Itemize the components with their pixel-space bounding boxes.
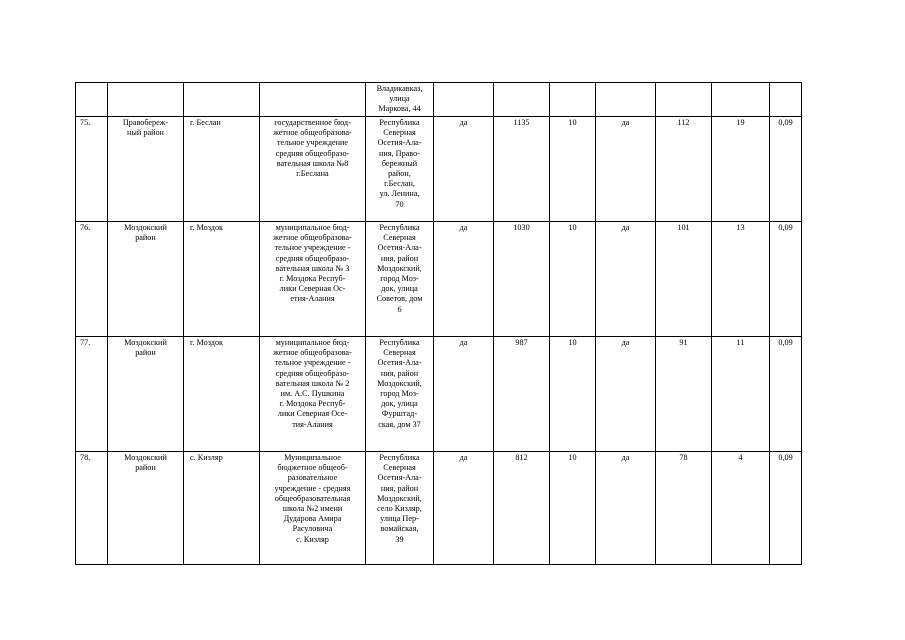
cell-district xyxy=(108,117,184,222)
cell-district-line: район xyxy=(135,233,156,243)
cell-address-line: ния, Право- xyxy=(379,148,420,158)
cell-address-line: Моздокский, xyxy=(377,263,422,273)
cell-school-line: вательная школа №8 xyxy=(276,158,349,168)
cell-school xyxy=(260,83,366,117)
table-row-continuation xyxy=(76,83,802,117)
cell-c10: 112 xyxy=(656,117,712,222)
cell-address xyxy=(366,117,434,222)
cell-address-line: город Моз- xyxy=(380,274,419,284)
cell-school-line: муниципальное бюд- xyxy=(275,223,350,232)
cell-school-line: Расуловича xyxy=(292,524,333,534)
cell-address xyxy=(366,452,434,565)
cell-school-line: школа №2 имени xyxy=(282,504,343,514)
cell-address-line: вомайская, xyxy=(380,524,419,534)
cell-school-line: лики Северная Осе- xyxy=(277,409,348,419)
cell-c11: 4 xyxy=(712,452,770,565)
table-row xyxy=(76,117,802,222)
cell-c8: 10 xyxy=(550,222,596,337)
cell-school-lines xyxy=(262,453,363,545)
cell-c7: 1030 xyxy=(494,222,550,337)
cell-c12: 0,09 xyxy=(770,222,802,337)
cell-school-line: вательная школа № 2 xyxy=(275,378,350,388)
cell-school-line: тельное учреждение xyxy=(276,138,349,148)
cell-address-line: ская, дом 37 xyxy=(378,419,421,429)
address-line: Маркова, 44 xyxy=(378,104,421,114)
cell-address-line: 70 xyxy=(395,199,404,209)
cell-c6 xyxy=(434,83,494,117)
cell-c10: 91 xyxy=(656,337,712,452)
cell-c8: 10 xyxy=(550,452,596,565)
cell-school-lines xyxy=(262,223,363,305)
cell-district-line: Моздокский xyxy=(124,453,167,462)
cell-school-line: жетное общеобразова- xyxy=(273,233,352,243)
cell-school-lines xyxy=(262,338,363,430)
cell-address-lines xyxy=(368,223,431,315)
cell-c8: 10 xyxy=(550,337,596,452)
cell-address-line: Республика xyxy=(379,118,420,127)
cell-address-line: Осетия-Ала- xyxy=(377,473,422,483)
cell-address-line: док, улица xyxy=(381,284,418,294)
cell-address-lines xyxy=(368,453,431,545)
cell-c7: 1135 xyxy=(494,117,550,222)
cell-c8: 10 xyxy=(550,117,596,222)
cell-address-line: бережный xyxy=(381,158,418,168)
cell-district xyxy=(108,222,184,337)
cell-address-line: Осетия-Ала- xyxy=(377,358,422,368)
cell-num: 76. xyxy=(76,222,108,337)
cell-c11: 13 xyxy=(712,222,770,337)
cell-c7 xyxy=(494,83,550,117)
cell-district xyxy=(108,337,184,452)
cell-address-line: Северная xyxy=(383,128,416,138)
cell-district-line: Моздокский xyxy=(124,223,167,232)
cell-school-line: с. Кизляр xyxy=(296,534,329,544)
cell-district-lines xyxy=(110,223,181,243)
cell-district-line: Моздокский xyxy=(124,338,167,347)
cell-school-line: г.Беслана xyxy=(296,169,329,179)
cell-address-line: Северная xyxy=(383,348,416,358)
cell-address-line: Моздокский, xyxy=(377,378,422,388)
cell-address-line: село Кизляр, xyxy=(377,504,422,514)
cell-address-line: Осетия-Ала- xyxy=(377,138,422,148)
cell-school-line: учреждение - средняя xyxy=(274,483,351,493)
cell-address-line: Республика xyxy=(379,453,420,462)
cell-district xyxy=(108,83,184,117)
cell-address-line: Республика xyxy=(379,338,420,347)
cell-school-line: тельное учреждение - xyxy=(274,243,351,253)
cell-school-line: г. Моздока Респуб- xyxy=(279,399,346,409)
cell-school-line: тия-Алания xyxy=(292,419,333,429)
cell-address-line: 6 xyxy=(397,304,402,314)
cell-address-line: ния, район xyxy=(380,368,419,378)
cell-address-lines xyxy=(368,338,431,430)
cell-school xyxy=(260,117,366,222)
cell-school-line: государственное бюд- xyxy=(274,118,351,127)
cell-address-line: ния, район xyxy=(380,253,419,263)
cell-address xyxy=(366,222,434,337)
cell-district-line: ный район xyxy=(127,128,164,138)
cell-district-line: район xyxy=(135,348,156,358)
cell-c7: 812 xyxy=(494,452,550,565)
address-line: улица xyxy=(389,94,410,104)
cell-c12 xyxy=(770,83,802,117)
cell-locality: г. Моздок xyxy=(184,337,260,452)
cell-address-lines xyxy=(368,118,431,210)
cell-school-line: жетное общеобразова- xyxy=(273,348,352,358)
cell-district-lines xyxy=(110,338,181,358)
cell-c10: 101 xyxy=(656,222,712,337)
cell-address-line: 39 xyxy=(395,534,404,544)
cell-address-line: район, xyxy=(388,169,411,179)
cell-address-line: Северная xyxy=(383,233,416,243)
cell-c7: 987 xyxy=(494,337,550,452)
cell-address-line: город Моз- xyxy=(380,389,419,399)
cell-district-lines xyxy=(110,453,181,473)
cell-school-line: жетное общеобразова- xyxy=(273,128,352,138)
cell-school-line: тельное учреждение - xyxy=(274,358,351,368)
cell-c6: да xyxy=(434,337,494,452)
cell-address-line: г.Беслан, xyxy=(384,179,415,189)
cell-c6: да xyxy=(434,222,494,337)
cell-c9: да xyxy=(596,117,656,222)
cell-school-line: средняя общеобразо- xyxy=(275,253,350,263)
cell-c11: 19 xyxy=(712,117,770,222)
cell-address-line: Фурштад- xyxy=(381,409,418,419)
table-body xyxy=(76,83,802,565)
cell-school-line: Дударова Амира xyxy=(283,514,342,524)
address-line: Владикавказ, xyxy=(376,84,423,93)
cell-c6: да xyxy=(434,452,494,565)
cell-c12: 0,09 xyxy=(770,117,802,222)
cell-district-line: Правобереж- xyxy=(122,118,169,127)
cell-school xyxy=(260,337,366,452)
cell-school-line: етия-Алания xyxy=(290,294,335,304)
cell-locality: г. Моздок xyxy=(184,222,260,337)
cell-school xyxy=(260,452,366,565)
cell-school-line: муниципальное бюд- xyxy=(275,338,350,347)
cell-c10 xyxy=(656,83,712,117)
cell-school-line: г. Моздока Респуб- xyxy=(279,274,346,284)
cell-district-line: район xyxy=(135,463,156,473)
cell-locality: с. Кизляр xyxy=(184,452,260,565)
cell-c9: да xyxy=(596,452,656,565)
cell-school xyxy=(260,222,366,337)
cell-school-lines xyxy=(262,118,363,179)
cell-address-line: док, улица xyxy=(381,399,418,409)
cell-school-line: разовательное xyxy=(287,473,338,483)
cell-c9: да xyxy=(596,222,656,337)
cell-school-line: бюджетное общеоб- xyxy=(277,463,348,473)
cell-school-line: Муниципальное xyxy=(284,453,341,462)
cell-locality xyxy=(184,83,260,117)
cell-address xyxy=(366,83,434,117)
cell-school-line: средняя общеобразо- xyxy=(275,368,350,378)
cell-address xyxy=(366,337,434,452)
table-row xyxy=(76,222,802,337)
schools-table xyxy=(75,82,802,565)
cell-school-line: средняя общеобразо- xyxy=(275,148,350,158)
cell-address-line: Республика xyxy=(379,223,420,232)
cell-c12: 0,09 xyxy=(770,452,802,565)
table-row xyxy=(76,337,802,452)
cell-c6: да xyxy=(434,117,494,222)
cell-c10: 78 xyxy=(656,452,712,565)
cell-address-line: Осетия-Ала- xyxy=(377,243,422,253)
cell-address-line: улица Пер- xyxy=(380,514,419,524)
cell-address-line: Советов, дом xyxy=(376,294,423,304)
cell-district-lines xyxy=(110,118,181,138)
cell-c8 xyxy=(550,83,596,117)
cell-num xyxy=(76,83,108,117)
cell-c11: 11 xyxy=(712,337,770,452)
cell-c9 xyxy=(596,83,656,117)
cell-c12: 0,09 xyxy=(770,337,802,452)
cell-c11 xyxy=(712,83,770,117)
cell-school-line: им. А.С. Пушкина xyxy=(280,389,345,399)
cell-school-line: лики Северная Ос- xyxy=(279,284,346,294)
cell-address-line: Моздокский, xyxy=(377,493,422,503)
cell-address-line: Северная xyxy=(383,463,416,473)
cell-locality: г. Беслан xyxy=(184,117,260,222)
cell-school-line: вательная школа № 3 xyxy=(275,263,350,273)
cell-address-line: ул. Ленина, xyxy=(379,189,420,199)
address-lines xyxy=(368,84,431,115)
table-row xyxy=(76,452,802,565)
cell-school-line: общеобразовательная xyxy=(274,493,351,503)
cell-num: 78. xyxy=(76,452,108,565)
cell-c9: да xyxy=(596,337,656,452)
cell-num: 75. xyxy=(76,117,108,222)
cell-address-line: ния, район xyxy=(380,483,419,493)
cell-district xyxy=(108,452,184,565)
cell-num: 77. xyxy=(76,337,108,452)
